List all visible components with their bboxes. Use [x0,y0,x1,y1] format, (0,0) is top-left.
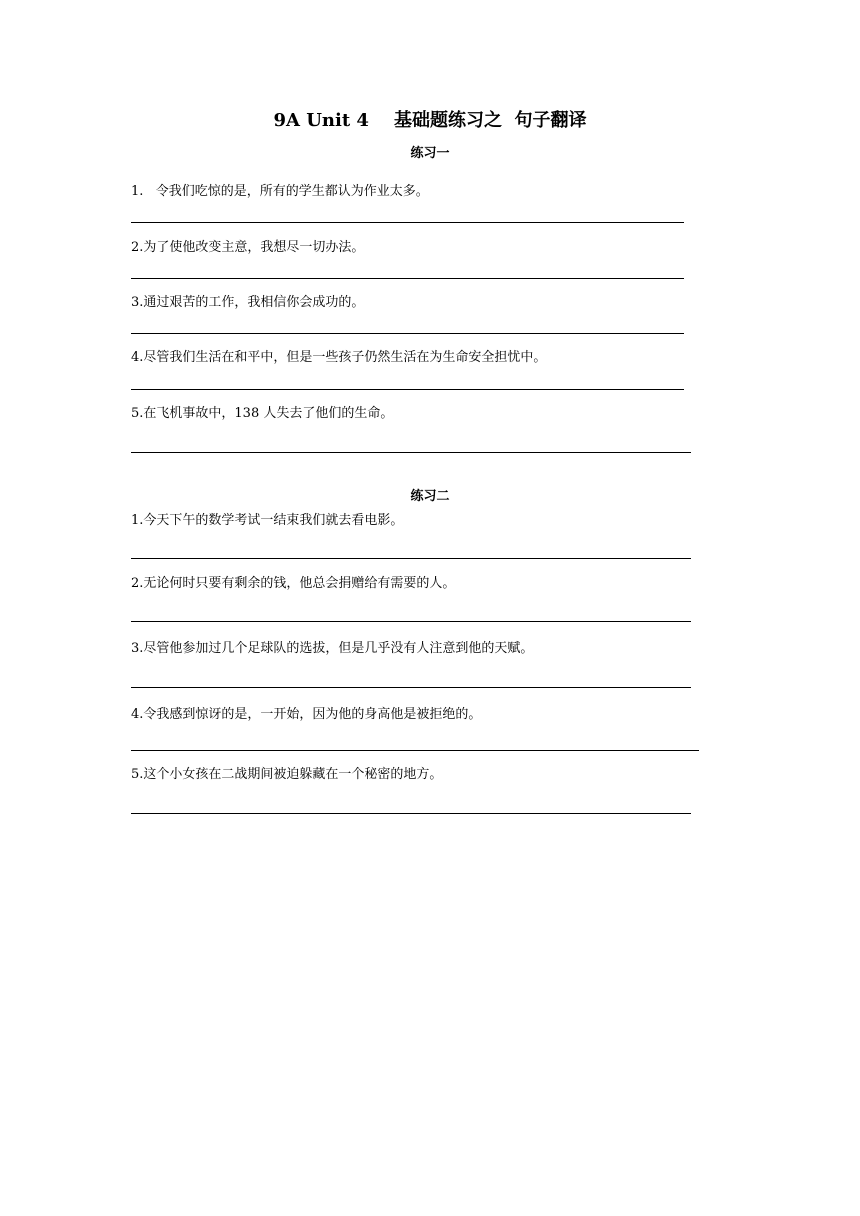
exercise-1-question-4: 4.尽管我们生活在和平中，但是一些孩子仍然生活在为生命安全担忧中。 [131,350,547,365]
exercise-2-question-2: 2.无论何时只要有剩余的钱，他总会捐赠给有需要的人。 [131,576,456,591]
exercise-2-heading: 练习二 [410,489,450,504]
answer-line[interactable] [131,278,684,279]
answer-line[interactable] [131,621,691,622]
exercise-2-question-3: 3.尽管他参加过几个足球队的选拔，但是几乎没有人注意到他的天赋。 [131,641,534,656]
exercise-1-heading: 练习一 [410,146,450,161]
answer-line[interactable] [131,687,691,688]
exercise-1-question-1: 1. 令我们吃惊的是，所有的学生都认为作业太多。 [131,184,429,199]
exercise-2-question-1: 1.今天下午的数学考试一结束我们就去看电影。 [131,513,404,528]
page-title: 9A Unit 4 基础题练习之 句子翻译 [273,110,587,131]
answer-line[interactable] [131,452,691,453]
answer-line[interactable] [131,813,691,814]
answer-line[interactable] [131,222,684,223]
answer-line[interactable] [131,558,691,559]
exercise-2-question-5: 5.这个小女孩在二战期间被迫躲藏在一个秘密的地方。 [131,767,443,782]
exercise-2-question-4: 4.令我感到惊讶的是，一开始，因为他的身高他是被拒绝的。 [131,707,482,722]
answer-line[interactable] [131,389,684,390]
exercise-1-question-5: 5.在飞机事故中，138 人失去了他们的生命。 [131,406,394,421]
exercise-1-question-3: 3.通过艰苦的工作，我相信你会成功的。 [131,295,365,310]
answer-line[interactable] [131,750,699,751]
exercise-1-question-2: 2.为了使他改变主意，我想尽一切办法。 [131,240,365,255]
answer-line[interactable] [131,333,684,334]
